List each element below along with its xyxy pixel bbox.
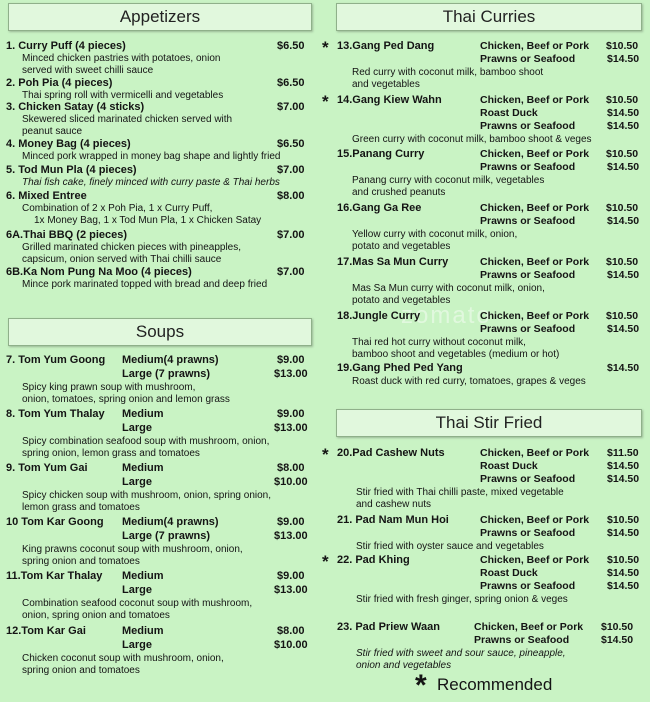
- menu-item-price: $6.50: [277, 77, 305, 89]
- menu-item-description: onion, spring onion and tomatoes: [22, 610, 170, 621]
- menu-item-price: $10.50: [606, 256, 639, 268]
- menu-item-description: Yellow curry with coconut milk, onion,: [352, 229, 518, 240]
- menu-item-option: Chicken, Beef or Pork: [480, 94, 590, 106]
- soups-header: Soups: [8, 318, 312, 346]
- menu-item-price: $10.50: [606, 202, 639, 214]
- menu-item-description: Combination of 2 x Poh Pia, 1 x Curry Puff,: [22, 203, 213, 214]
- menu-item-price: $10.00: [274, 639, 308, 651]
- menu-item-name: 13.Gang Ped Dang: [337, 40, 435, 52]
- recommended-star-icon: *: [322, 92, 329, 111]
- menu-item-name: 18.Jungle Curry: [337, 310, 421, 322]
- menu-item-name: 17.Mas Sa Mun Curry: [337, 256, 449, 268]
- thai-stir-fried-header: Thai Stir Fried: [336, 409, 642, 437]
- menu-item-option: Roast Duck: [480, 460, 538, 472]
- menu-item-option: Medium: [122, 462, 164, 474]
- menu-item-name: 1. Curry Puff (4 pieces): [6, 40, 126, 52]
- menu-item-name: 11.Tom Kar Thalay: [6, 570, 103, 582]
- menu-item-name: 14.Gang Kiew Wahn: [337, 94, 442, 106]
- menu-item-option: Prawns or Seafood: [480, 120, 576, 132]
- menu-item-price: $10.50: [607, 514, 640, 526]
- menu-item-description: Minced chicken pastries with potatoes, onion: [22, 53, 221, 64]
- menu-item-description: bamboo shoot and vegetables (medium or hot): [352, 349, 560, 360]
- menu-item-name: 20.Pad Cashew Nuts: [337, 447, 445, 459]
- menu-item-price: $7.00: [277, 164, 305, 176]
- menu-item-price: $14.50: [607, 323, 640, 335]
- menu-item-description: Roast duck with red curry, tomatoes, grapes & veges: [352, 376, 586, 387]
- menu-item-description: spring onion and tomatoes: [22, 665, 140, 676]
- menu-item-option: Medium(4 prawns): [122, 516, 219, 528]
- menu-item-option: Large: [122, 476, 152, 488]
- menu-item-option: Chicken, Beef or Pork: [474, 621, 584, 633]
- menu-item-price: $10.50: [606, 310, 639, 322]
- menu-item-option: Chicken, Beef or Pork: [480, 202, 590, 214]
- menu-item-price: $9.00: [277, 570, 305, 582]
- menu-item-name: 2. Poh Pia (4 pieces): [6, 77, 113, 89]
- menu-item-price: $14.50: [607, 362, 640, 374]
- menu-item-price: $10.50: [606, 148, 639, 160]
- recommended-star-icon: *: [322, 38, 329, 57]
- menu-item-description: Red curry with coconut milk, bamboo shoot: [352, 67, 544, 78]
- menu-item-price: $14.50: [601, 634, 634, 646]
- menu-item-option: Chicken, Beef or Pork: [480, 40, 590, 52]
- menu-item-price: $14.50: [607, 567, 640, 579]
- menu-item-name: 12.Tom Kar Gai: [6, 625, 86, 637]
- menu-item-description: Thai spring roll with vermicelli and vegetables: [22, 90, 224, 101]
- menu-item-price: $10.50: [606, 40, 639, 52]
- menu-item-name: 5. Tod Mun Pla (4 pieces): [6, 164, 137, 176]
- menu-item-description: Spicy combination seafood soup with mushroom, onion,: [22, 436, 270, 447]
- menu-item-name: 19.Gang Phed Ped Yang: [337, 362, 463, 374]
- menu-item-price: $14.50: [607, 161, 640, 173]
- menu-item-option: Roast Duck: [480, 567, 538, 579]
- menu-item-option: Prawns or Seafood: [480, 473, 576, 485]
- menu-item-option: Prawns or Seafood: [480, 527, 576, 539]
- thai-curries-header: Thai Curries: [336, 3, 642, 31]
- menu-item-description: onion and vegetables: [356, 660, 452, 671]
- menu-item-option: Roast Duck: [480, 107, 538, 119]
- menu-item-description: Minced pork wrapped in money bag shape and lightly fried: [22, 151, 281, 162]
- menu-item-description: capsicum, onion served with Thai chilli sauce: [22, 254, 222, 265]
- menu-item-option: Medium(4 prawns): [122, 354, 219, 366]
- menu-item-price: $9.00: [277, 354, 305, 366]
- menu-item-price: $11.50: [607, 447, 639, 459]
- menu-item-description: Mas Sa Mun curry with coconut milk, onion,: [352, 283, 545, 294]
- menu-item-name: 16.Gang Ga Ree: [337, 202, 422, 214]
- menu-item-description: and cashew nuts: [356, 499, 432, 510]
- recommended-legend-label: Recommended: [437, 675, 553, 694]
- menu-item-price: $13.00: [274, 530, 308, 542]
- menu-item-description: Chicken coconut soup with mushroom, onion,: [22, 653, 224, 664]
- menu-item-option: Prawns or Seafood: [480, 161, 576, 173]
- menu-item-description: Stir fried with oyster sauce and vegetables: [356, 541, 544, 552]
- menu-item-option: Chicken, Beef or Pork: [480, 310, 590, 322]
- menu-item-name: 22. Pad Khing: [337, 554, 410, 566]
- menu-item-option: Chicken, Beef or Pork: [480, 148, 590, 160]
- menu-item-option: Prawns or Seafood: [480, 53, 576, 65]
- menu-item-description: Combination seafood coconut soup with mushroom,: [22, 598, 253, 609]
- menu-item-name: 23. Pad Priew Waan: [337, 621, 440, 633]
- menu-item-option: Medium: [122, 408, 164, 420]
- menu-item-description: onion, tomatoes, spring onion and lemon grass: [22, 394, 230, 405]
- menu-item-description: Green curry with coconut milk, bamboo shoot & veges: [352, 134, 592, 145]
- menu-item-option: Chicken, Beef or Pork: [480, 447, 590, 459]
- menu-item-option: Large (7 prawns): [122, 368, 211, 380]
- menu-item-name: 6A.Thai BBQ (2 pieces): [6, 229, 128, 241]
- menu-item-price: $14.50: [607, 580, 640, 592]
- menu-item-price: $14.50: [607, 473, 640, 485]
- menu-item-name: 8. Tom Yum Thalay: [6, 408, 105, 420]
- menu-item-price: $14.50: [607, 527, 640, 539]
- menu-item-name: 9. Tom Yum Gai: [6, 462, 88, 474]
- menu-item-description: spring onion, lemon grass and tomatoes: [22, 448, 200, 459]
- menu-item-price: $14.50: [607, 53, 640, 65]
- menu-item-option: Prawns or Seafood: [480, 323, 576, 335]
- menu-item-price: $8.00: [277, 625, 305, 637]
- menu-item-description: 1x Money Bag, 1 x Tod Mun Pla, 1 x Chicken Satay: [34, 215, 262, 226]
- menu-item-price: $8.00: [277, 190, 305, 202]
- menu-item-description: Mince pork marinated topped with bread and deep fried: [22, 279, 268, 290]
- menu-item-option: Medium: [122, 625, 164, 637]
- menu-item-description: Thai fish cake, finely minced with curry paste & Thai herbs: [22, 177, 280, 188]
- recommended-star-icon: *: [322, 445, 329, 464]
- menu-item-option: Medium: [122, 570, 164, 582]
- menu-item-description: lemon grass and tomatoes: [22, 502, 140, 513]
- menu-item-description: Skewered sliced marinated chicken served with: [22, 114, 233, 125]
- menu-item-description: spring onion and tomatoes: [22, 556, 140, 567]
- menu-item-option: Chicken, Beef or Pork: [480, 554, 590, 566]
- menu-item-description: Spicy king prawn soup with mushroom,: [22, 382, 196, 393]
- menu-item-option: Large (7 prawns): [122, 530, 211, 542]
- menu-item-description: Stir fried with Thai chilli paste, mixed vegetable: [356, 487, 564, 498]
- menu-item-description: and crushed peanuts: [352, 187, 446, 198]
- menu-item-description: peanut sauce: [22, 126, 83, 137]
- menu-item-price: $14.50: [607, 120, 640, 132]
- menu-item-description: Grilled marinated chicken pieces with pineapples,: [22, 242, 242, 253]
- menu-item-option: Large: [122, 639, 152, 651]
- menu-item-name: 6. Mixed Entree: [6, 190, 87, 202]
- recommended-star-icon: *: [415, 669, 427, 702]
- menu-item-price: $14.50: [607, 215, 640, 227]
- menu-item-description: Spicy chicken soup with mushroom, onion, spring onion,: [22, 490, 272, 501]
- menu-item-price: $6.50: [277, 138, 305, 150]
- menu-item-price: $9.00: [277, 516, 305, 528]
- menu-item-description: Panang curry with coconut milk, vegetables: [352, 175, 545, 186]
- menu-item-description: potato and vegetables: [352, 295, 451, 306]
- menu-item-option: Chicken, Beef or Pork: [480, 514, 590, 526]
- menu-item-option: Prawns or Seafood: [474, 634, 570, 646]
- menu-item-price: $7.00: [277, 266, 305, 278]
- menu-item-price: $10.50: [601, 621, 634, 633]
- menu-item-description: potato and vegetables: [352, 241, 451, 252]
- menu-item-name: 7. Tom Yum Goong: [6, 354, 106, 366]
- menu-item-option: Large: [122, 584, 152, 596]
- menu-item-price: $14.50: [607, 460, 640, 472]
- menu-item-description: Stir fried with fresh ginger, spring onion & veges: [356, 594, 568, 605]
- recommended-star-icon: *: [322, 552, 329, 571]
- menu-item-price: $7.00: [277, 229, 305, 241]
- menu-item-description: and vegetables: [352, 79, 420, 90]
- menu-item-name: 6B.Ka Nom Pung Na Moo (4 pieces): [6, 266, 192, 278]
- menu-item-price: $14.50: [607, 107, 640, 119]
- menu-item-name: 21. Pad Nam Mun Hoi: [337, 514, 449, 526]
- menu-item-option: Large: [122, 422, 152, 434]
- menu-item-option: Prawns or Seafood: [480, 215, 576, 227]
- menu-item-price: $9.00: [277, 408, 305, 420]
- menu-item-price: $13.00: [274, 422, 308, 434]
- menu-item-price: $13.00: [274, 368, 308, 380]
- menu-item-option: Prawns or Seafood: [480, 269, 576, 281]
- menu-item-price: $10.50: [606, 94, 639, 106]
- menu-item-price: $14.50: [607, 269, 640, 281]
- menu-item-price: $10.00: [274, 476, 308, 488]
- menu-item-price: $10.50: [607, 554, 640, 566]
- menu-item-description: Stir fried with sweet and sour sauce, pineapple,: [356, 648, 566, 659]
- menu-item-description: Thai red hot curry without coconut milk,: [352, 337, 526, 348]
- menu-item-option: Chicken, Beef or Pork: [480, 256, 590, 268]
- appetizers-header: Appetizers: [8, 3, 312, 31]
- menu-item-price: $6.50: [277, 40, 305, 52]
- menu-item-name: 3. Chicken Satay (4 sticks): [6, 101, 145, 113]
- menu-item-price: $8.00: [277, 462, 305, 474]
- menu-item-name: 15.Panang Curry: [337, 148, 425, 160]
- menu-item-price: $7.00: [277, 101, 305, 113]
- menu-item-option: Prawns or Seafood: [480, 580, 576, 592]
- menu-item-name: 4. Money Bag (4 pieces): [6, 138, 131, 150]
- menu-item-description: served with sweet chilli sauce: [22, 65, 154, 76]
- menu-item-description: King prawns coconut soup with mushroom, onion,: [22, 544, 243, 555]
- watermark-logo: zomato: [401, 302, 492, 329]
- menu-item-name: 10 Tom Kar Goong: [6, 516, 104, 528]
- menu-item-price: $13.00: [274, 584, 308, 596]
